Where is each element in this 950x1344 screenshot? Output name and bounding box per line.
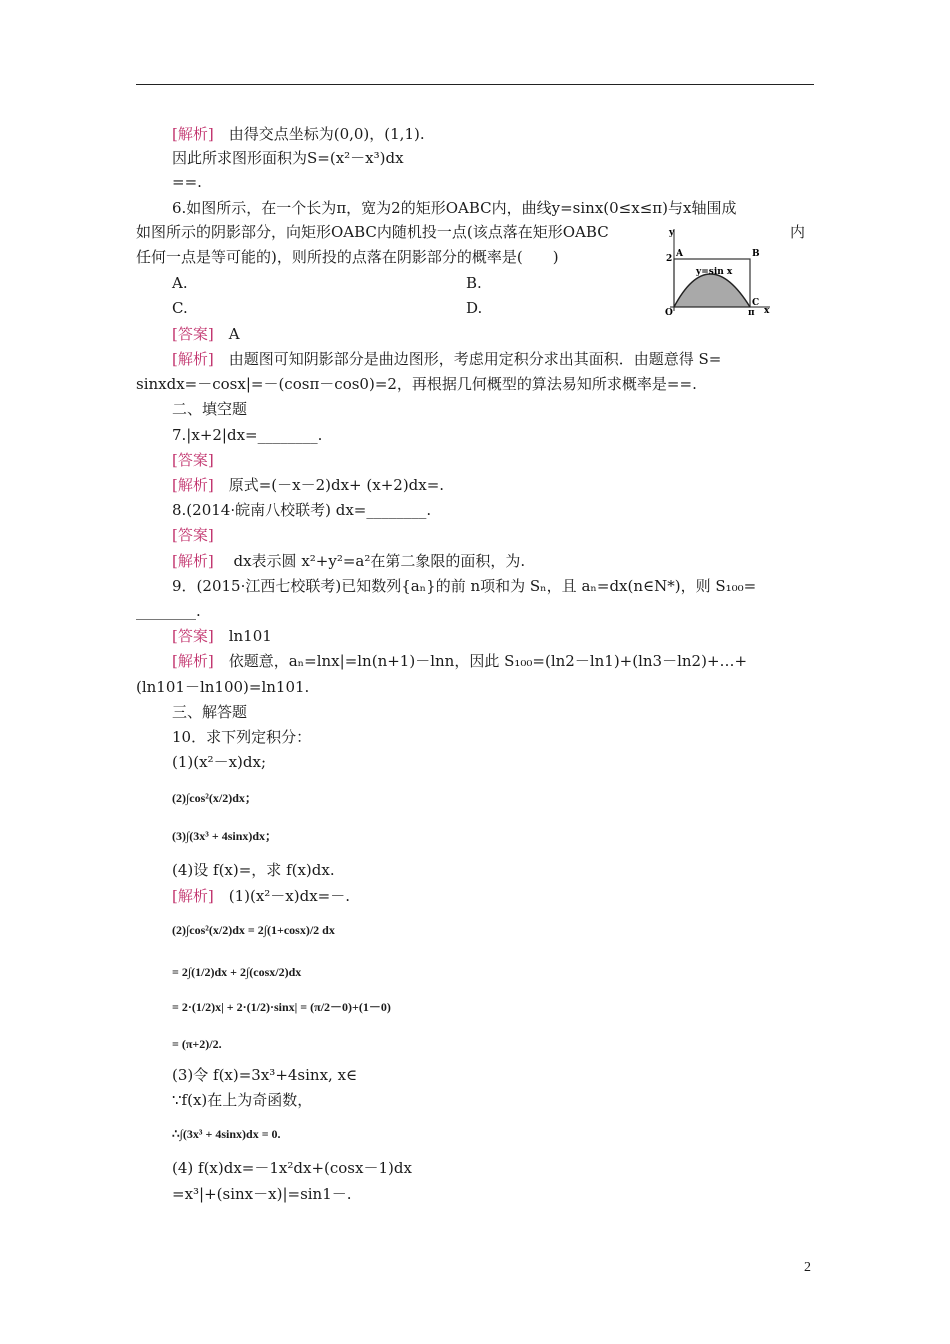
analysis-10: [解析] (1)(x²－x)dx=－. — [172, 887, 351, 905]
line-l06: 任何一点是等可能的)，则所投的点落在阴影部分的概率是( ) — [136, 248, 559, 266]
question-7: 7.|x+2|dx=________. — [172, 426, 323, 444]
solution-3-line1: (3)令 f(x)=3x³+4sinx, x∈ — [172, 1066, 358, 1084]
answer-7: [答案] — [172, 451, 214, 469]
q10-part1: (1)(x²－x)dx; — [172, 753, 266, 771]
page-number: 2 — [804, 1260, 811, 1275]
solution-4-line2: =x³|+(sinx－x)|=sin1－. — [172, 1185, 352, 1203]
line-l02: 因此所求图形面积为S=(x²－x³)dx — [172, 149, 404, 167]
solution-4-line1: (4) f(x)dx=－1x²dx+(cosx－1)dx — [172, 1159, 412, 1177]
line-l11: sinxdx=－cosx|=－(cosπ－cos0)=2，再根据几何概型的算法易知所求概率是==. — [136, 375, 697, 393]
analysis-9: [解析] 依题意，aₙ=lnx|=ln(n+1)－lnn，因此 S₁₀₀=(ln2－ln1)+(ln3－ln2)+…+ — [172, 652, 748, 670]
analysis-6: [解析] 由题图可知阴影部分是曲边图形，考虑用定积分求出其面积．由题意得 S= — [172, 350, 722, 368]
sine-region-figure — [650, 221, 778, 315]
point-a-label: A — [676, 249, 683, 259]
line-l03: ==. — [172, 173, 202, 191]
origin-label: O — [665, 308, 673, 315]
solution-2-step2: = 2∫(1/2)dx + 2∫(cosx/2)dx — [172, 965, 302, 979]
header-rule — [136, 84, 814, 85]
question-10: 10．求下列定积分： — [172, 728, 312, 746]
solution-2-step3: = 2·(1/2)x| + 2·(1/2)·sinx| = (π/2－0)+(1－0) — [172, 1000, 391, 1014]
solution-3-line3: ∴∫(3x³ + 4sinx)dx = 0. — [172, 1127, 281, 1141]
option-c: C. — [172, 299, 188, 317]
option-d: D. — [466, 299, 483, 317]
option-a: A. — [172, 274, 188, 292]
analysis-8: [解析] dx表示圆 x²+y²=a²在第二象限的面积，为. — [172, 552, 526, 570]
pi-label: π — [748, 308, 755, 315]
line-l05b: 内 — [790, 223, 806, 241]
line-l20: ________. — [136, 602, 201, 620]
q10-part3: (3)∫(3x³ + 4sinx)dx； — [172, 829, 278, 843]
analysis-tag: [解析] — [172, 125, 214, 143]
section-fill-in: 二、填空题 — [172, 400, 248, 418]
section-solve: 三、解答题 — [172, 703, 248, 721]
solution-2-step4: = (π+2)/2. — [172, 1037, 222, 1051]
option-b: B. — [466, 274, 482, 292]
solution-2-step1: (2)∫cos²(x/2)dx = 2∫(1+cosx)/2 dx — [172, 923, 335, 937]
question-8: 8.(2014·皖南八校联考) dx=________. — [172, 501, 432, 519]
curve-label: y=sin x — [696, 267, 733, 277]
q10-part2: (2)∫cos²(x/2)dx； — [172, 791, 257, 805]
answer-9: [答案] ln101 — [172, 627, 272, 645]
line-l01: [解析] 由得交点坐标为(0,0)，(1,1). — [172, 125, 425, 143]
question-9: 9．(2015·江西七校联考)已知数列{aₙ}的前 n项和为 Sₙ，且 aₙ=dx(n∈N*)，则 S₁₀₀= — [172, 577, 757, 595]
question-6: 6.如图所示，在一个长为π，宽为2的矩形OABC内，曲线y=sinx(0≤x≤π)与x轴围成 — [172, 199, 737, 217]
point-b-label: B — [752, 249, 760, 259]
answer-6: [答案] A — [172, 325, 240, 343]
analysis-7: [解析] 原式=(－x－2)dx+ (x+2)dx=. — [172, 476, 445, 494]
height-label: 2 — [666, 254, 673, 264]
x-axis-label: x — [764, 306, 770, 315]
solution-3-line2: ∵f(x)在上为奇函数， — [172, 1091, 313, 1109]
y-axis-label: y — [669, 228, 675, 238]
point-c-label: C — [752, 298, 760, 308]
q10-part4: (4)设 f(x)=，求 f(x)dx. — [172, 861, 335, 879]
line-l23: (ln101－ln100)=ln101. — [136, 678, 310, 696]
answer-8: [答案] — [172, 526, 214, 544]
line-l05: 如图所示的阴影部分，向矩形OABC内随机投一点(该点落在矩形OABC — [136, 223, 609, 241]
